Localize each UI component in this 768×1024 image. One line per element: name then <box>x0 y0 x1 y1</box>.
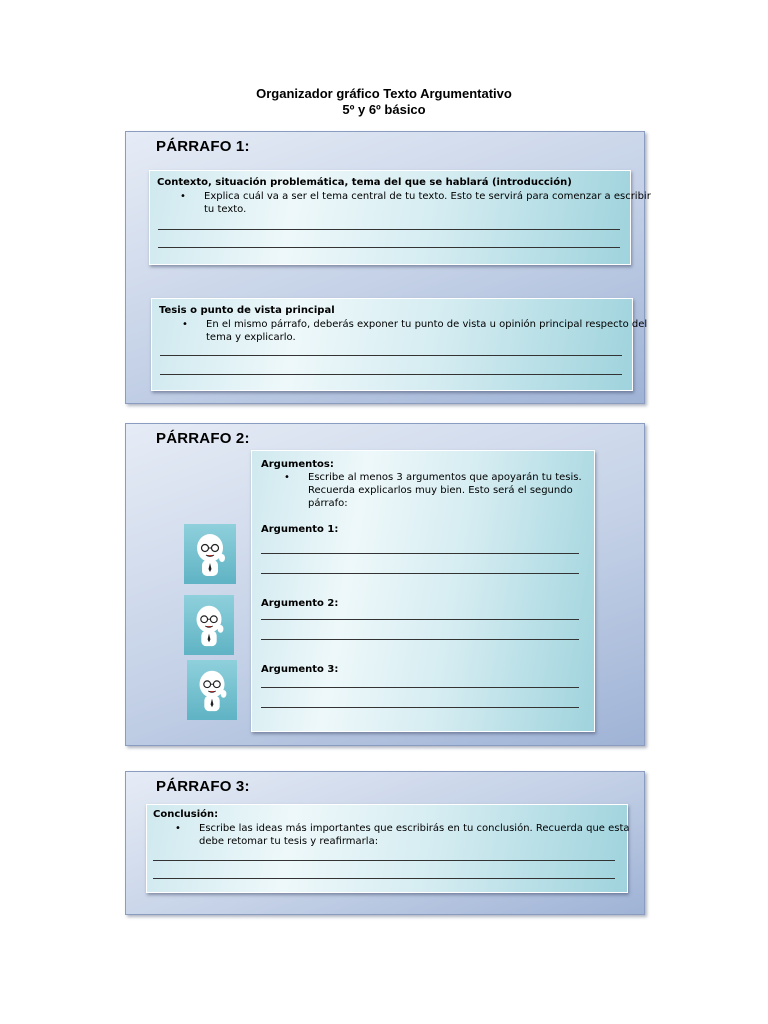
argumentos-bullet-line1: Escribe al menos 3 argumentos que apoyarán tu tesis. <box>308 472 582 483</box>
writing-line[interactable] <box>261 639 579 640</box>
argumentos-label: Argumentos: <box>261 459 334 470</box>
bullet-marker: • <box>175 823 181 834</box>
parrafo-2-box <box>125 423 645 746</box>
conclusion-label: Conclusión: <box>153 809 219 820</box>
writing-line[interactable] <box>158 247 620 248</box>
writing-line[interactable] <box>261 707 579 708</box>
argumentos-bullet-line2: Recuerda explicarlos muy bien. Esto será el segundo <box>308 485 573 496</box>
contexto-label: Contexto, situación problemática, tema del que se hablará (introducción) <box>157 177 572 188</box>
writing-line[interactable] <box>261 687 579 688</box>
argumento-1-label: Argumento 1: <box>261 524 339 535</box>
tesis-bullet-line1: En el mismo párrafo, deberás exponer tu punto de vista u opinión principal respecto del <box>206 319 648 330</box>
contexto-box <box>149 170 651 265</box>
argumentos-bullet-line3: párrafo: <box>308 498 348 509</box>
argumentos-box <box>251 450 595 732</box>
writing-line[interactable] <box>158 229 620 230</box>
student-mascot-icon <box>187 660 237 720</box>
writing-line[interactable] <box>153 860 615 861</box>
conclusion-bullet-line2: debe retomar tu tesis y reafirmarla: <box>199 836 379 847</box>
conclusion-box <box>146 804 628 893</box>
contexto-bullet-line1: Explica cuál va a ser el tema central de tu texto. Esto te servirá para comenzar a escribir <box>204 191 651 202</box>
page-subtitle: 5º y 6º básico <box>342 102 426 117</box>
bullet-marker: • <box>180 191 186 202</box>
writing-line[interactable] <box>261 573 579 574</box>
writing-line[interactable] <box>261 553 579 554</box>
parrafo-3-box <box>125 771 645 915</box>
bullet-marker: • <box>284 472 290 483</box>
parrafo-2-heading: PÁRRAFO 2: <box>156 430 250 447</box>
writing-line[interactable] <box>160 374 622 375</box>
argumento-2-label: Argumento 2: <box>261 598 339 609</box>
parrafo-1-box <box>125 131 651 404</box>
writing-line[interactable] <box>261 619 579 620</box>
tesis-box <box>151 298 648 391</box>
conclusion-bullet-line1: Escribe las ideas más importantes que escribirás en tu conclusión. Recuerda que esta <box>199 823 630 834</box>
tesis-label: Tesis o punto de vista principal <box>159 305 335 316</box>
bullet-marker: • <box>182 319 188 330</box>
page-title: Organizador gráfico Texto Argumentativo <box>256 86 512 101</box>
argumento-3-label: Argumento 3: <box>261 664 339 675</box>
parrafo-3-heading: PÁRRAFO 3: <box>156 778 250 795</box>
contexto-bullet-line2: tu texto. <box>204 204 247 215</box>
writing-line[interactable] <box>160 355 622 356</box>
writing-line[interactable] <box>153 878 615 879</box>
parrafo-1-heading: PÁRRAFO 1: <box>156 138 250 155</box>
student-mascot-icon <box>184 524 236 584</box>
tesis-bullet-line2: tema y explicarlo. <box>206 332 296 343</box>
student-mascot-icon <box>184 595 234 655</box>
